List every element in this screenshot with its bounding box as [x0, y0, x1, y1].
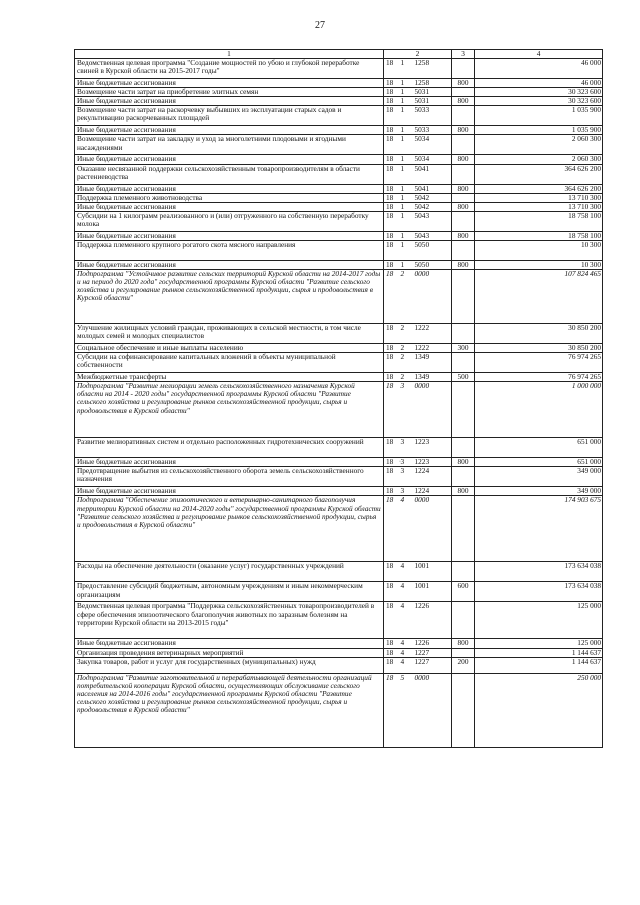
row-amount: 10 300 [475, 260, 603, 269]
row-amount: 173 634 038 [475, 562, 603, 582]
row-code-subsection: 3 [400, 458, 414, 467]
row-amount: 364 626 200 [475, 164, 603, 184]
row-expense-type: 800 [452, 260, 475, 269]
row-amount: 250 000 [475, 673, 603, 747]
row-code-subsection: 3 [400, 382, 414, 438]
row-amount: 651 000 [475, 458, 603, 467]
row-code-section: 18 [384, 438, 400, 458]
table-row [75, 231, 603, 240]
row-expense-type: 600 [452, 582, 475, 602]
row-code-item: 5031 [414, 88, 452, 97]
row-code-section: 18 [384, 467, 400, 487]
row-amount: 1 000 000 [475, 382, 603, 438]
table-row [75, 260, 603, 269]
row-code-section: 18 [384, 193, 400, 202]
row-expense-type [452, 673, 475, 747]
row-name: Иные бюджетные ассигнования [75, 126, 384, 135]
row-name: Иные бюджетные ассигнования [75, 639, 384, 648]
row-amount: 2 060 300 [475, 135, 603, 155]
row-code-item: 1222 [414, 344, 452, 353]
row-code-section: 18 [384, 231, 400, 240]
row-name: Закупка товаров, работ и услуг для государственных (муниципальных) нужд [75, 657, 384, 673]
row-code-item: 0000 [414, 496, 452, 562]
row-code-subsection: 1 [400, 126, 414, 135]
row-amount: 30 850 200 [475, 344, 603, 353]
row-name: Иные бюджетные ассигнования [75, 97, 384, 106]
row-code-section: 18 [384, 79, 400, 88]
row-code-subsection: 4 [400, 496, 414, 562]
row-name: Социальное обеспечение и иные выплаты населению [75, 344, 384, 353]
row-expense-type: 300 [452, 344, 475, 353]
row-code-item: 1349 [414, 373, 452, 382]
header-col-3: 3 [452, 50, 475, 59]
row-code-subsection: 5 [400, 673, 414, 747]
table-row [75, 211, 603, 231]
row-amount: 46 000 [475, 79, 603, 88]
row-code-item: 1222 [414, 324, 452, 344]
row-code-section: 18 [384, 657, 400, 673]
row-name: Улучшение жилищных условий граждан, проживающих в сельской местности, в том числе молодых семей и молодых специалистов [75, 324, 384, 344]
row-code-item: 0000 [414, 382, 452, 438]
row-code-item: 0000 [414, 673, 452, 747]
row-code-subsection: 3 [400, 467, 414, 487]
row-name: Субсидии на софинансирование капитальных вложений в объекты муниципальной собственности [75, 353, 384, 373]
row-amount: 46 000 [475, 59, 603, 79]
row-code-section: 18 [384, 97, 400, 106]
row-amount: 349 000 [475, 487, 603, 496]
row-code-item: 1258 [414, 79, 452, 88]
row-code-section: 18 [384, 344, 400, 353]
row-name: Развитие мелиоративных систем и отдельно расположенных гидротехнических сооружений [75, 438, 384, 458]
row-name: Иные бюджетные ассигнования [75, 260, 384, 269]
page-number: 27 [315, 20, 325, 31]
row-expense-type [452, 59, 475, 79]
row-code-item: 1001 [414, 562, 452, 582]
row-name: Иные бюджетные ассигнования [75, 79, 384, 88]
row-code-subsection: 3 [400, 487, 414, 496]
table-row [75, 353, 603, 373]
row-code-item: 5033 [414, 106, 452, 126]
row-expense-type: 800 [452, 79, 475, 88]
row-code-item: 1224 [414, 467, 452, 487]
row-amount: 30 850 200 [475, 324, 603, 344]
row-code-subsection: 1 [400, 231, 414, 240]
row-name: Ведомственная целевая программа "Создание мощностей по убою и глубокой переработке свиней в Курской области на 2015-2017 годы" [75, 59, 384, 79]
row-code-section: 18 [384, 260, 400, 269]
row-code-section: 18 [384, 88, 400, 97]
row-name: Организация проведения ветеринарных мероприятий [75, 648, 384, 657]
row-code-subsection: 1 [400, 97, 414, 106]
row-name: Иные бюджетные ассигнования [75, 487, 384, 496]
row-code-item: 1258 [414, 59, 452, 79]
row-name: Возмещение части затрат на закладку и уход за многолетними плодовыми и ягодными насаждениями [75, 135, 384, 155]
row-code-item: 1001 [414, 582, 452, 602]
row-code-subsection: 4 [400, 562, 414, 582]
row-code-section: 18 [384, 240, 400, 260]
row-name: Межбюджетные трансферты [75, 373, 384, 382]
table-row [75, 202, 603, 211]
table-row [75, 88, 603, 97]
row-code-section: 18 [384, 602, 400, 639]
row-code-subsection: 1 [400, 240, 414, 260]
table-row [75, 79, 603, 88]
row-code-section: 18 [384, 184, 400, 193]
row-name: Предоставление субсидий бюджетным, автономным учреждениям и иным некоммерческим организациям [75, 582, 384, 602]
row-code-subsection: 1 [400, 211, 414, 231]
row-amount: 364 626 200 [475, 184, 603, 193]
row-code-section: 18 [384, 270, 400, 324]
row-name: Иные бюджетные ассигнования [75, 184, 384, 193]
row-name: Подпрограмма "Развитие мелиорации земель сельскохозяйственного назначения Курской области на 2014 - 2020 годы" государственной программы Курской области "Развитие сельского хозяйства и регулирование рынков сельскохозяйственной продукции, сырья и продовольствия в Курской области" [75, 382, 384, 438]
table-row [75, 324, 603, 344]
row-expense-type: 800 [452, 97, 475, 106]
header-col-1: 1 [75, 50, 384, 59]
row-code-section: 18 [384, 496, 400, 562]
row-name: Поддержка племенного крупного рогатого скота мясного направления [75, 240, 384, 260]
row-name: Поддержка племенного животноводства [75, 193, 384, 202]
row-name: Расходы на обеспечение деятельности (оказание услуг) государственных учреждений [75, 562, 384, 582]
row-code-item: 5041 [414, 164, 452, 184]
row-code-subsection: 1 [400, 193, 414, 202]
row-amount: 173 634 038 [475, 582, 603, 602]
row-expense-type: 800 [452, 458, 475, 467]
row-amount: 125 000 [475, 639, 603, 648]
row-code-subsection: 2 [400, 344, 414, 353]
row-name: Субсидии на 1 килограмм реализованного и (или) отгруженного на собственную переработку молока [75, 211, 384, 231]
table-row [75, 155, 603, 164]
row-code-item: 1224 [414, 487, 452, 496]
table-row [75, 126, 603, 135]
row-code-subsection: 1 [400, 106, 414, 126]
table-row [75, 184, 603, 193]
row-expense-type [452, 135, 475, 155]
row-expense-type: 800 [452, 231, 475, 240]
row-code-section: 18 [384, 373, 400, 382]
row-name: Подпрограмма "Устойчивое развитие сельских территорий Курской области на 2014-2017 годы и на период до 2020 года" государственной программы Курской области "Развитие сельского хозяйства и регулирование рынков сельскохозяйственной продукции, сырья и продовольствия в Курской области" [75, 270, 384, 324]
row-name: Возмещение части затрат на раскорчевку выбывших из эксплуатации старых садов и рекультивацию раскорчеванных площадей [75, 106, 384, 126]
row-code-subsection: 1 [400, 135, 414, 155]
row-name: Подпрограмма "Развитие заготовительной и перерабатывающей деятельности организаций потребительской кооперации Курской области, осуществляющих обслуживание сельского населения на 2014-2016 годы" государственной программы Курской области "Развитие сельского хозяйства и регулирование рынков сельскохозяйственной продукции, сырья и продовольствия в Курской области" [75, 673, 384, 747]
row-code-subsection: 1 [400, 260, 414, 269]
row-name: Оказание несвязанной поддержки сельскохозяйственным товаропроизводителям в области растениеводства [75, 164, 384, 184]
row-code-subsection: 2 [400, 353, 414, 373]
row-name: Подпрограмма "Обеспечение эпизоотического и ветеринарно-санитарного благополучия территории Курской области на 2014-2020 годы" государственной программы Курской области "Развитие сельского хозяйства и регулирование рынков сельскохозяйственной продукции, сырья и продовольствия в Курской области" [75, 496, 384, 562]
row-expense-type: 800 [452, 126, 475, 135]
row-code-item: 1223 [414, 438, 452, 458]
row-amount: 76 974 265 [475, 353, 603, 373]
row-code-subsection: 1 [400, 88, 414, 97]
table-row [75, 97, 603, 106]
row-code-item: 5043 [414, 231, 452, 240]
row-expense-type [452, 602, 475, 639]
row-name: Иные бюджетные ассигнования [75, 155, 384, 164]
row-amount: 125 000 [475, 602, 603, 639]
row-amount: 18 758 100 [475, 231, 603, 240]
row-code-item: 5050 [414, 240, 452, 260]
table-row [75, 193, 603, 202]
row-code-section: 18 [384, 211, 400, 231]
row-code-section: 18 [384, 582, 400, 602]
row-code-subsection: 1 [400, 155, 414, 164]
row-code-subsection: 1 [400, 202, 414, 211]
row-code-subsection: 1 [400, 164, 414, 184]
row-expense-type [452, 648, 475, 657]
row-expense-type: 200 [452, 657, 475, 673]
row-amount: 107 824 465 [475, 270, 603, 324]
table-row [75, 582, 603, 602]
row-expense-type [452, 438, 475, 458]
row-code-item: 1226 [414, 602, 452, 639]
row-code-section: 18 [384, 59, 400, 79]
row-name: Возмещение части затрат на приобретение элитных семян [75, 88, 384, 97]
row-code-subsection: 4 [400, 648, 414, 657]
row-code-subsection: 1 [400, 59, 414, 79]
table-row [75, 382, 603, 438]
table-row [75, 164, 603, 184]
row-code-section: 18 [384, 353, 400, 373]
row-code-subsection: 4 [400, 602, 414, 639]
row-code-item: 1227 [414, 657, 452, 673]
row-code-section: 18 [384, 135, 400, 155]
budget-table-body [75, 50, 603, 748]
table-row [75, 496, 603, 562]
table-row [75, 135, 603, 155]
row-expense-type [452, 496, 475, 562]
row-code-item: 1226 [414, 639, 452, 648]
row-code-item: 5041 [414, 184, 452, 193]
row-expense-type [452, 270, 475, 324]
table-row [75, 602, 603, 639]
row-code-subsection: 4 [400, 657, 414, 673]
table-row [75, 673, 603, 747]
row-code-section: 18 [384, 673, 400, 747]
row-code-item: 5033 [414, 126, 452, 135]
row-amount: 1 035 900 [475, 106, 603, 126]
table-row [75, 639, 603, 648]
row-code-item: 5043 [414, 211, 452, 231]
row-code-item: 0000 [414, 270, 452, 324]
row-code-section: 18 [384, 639, 400, 648]
row-name: Иные бюджетные ассигнования [75, 202, 384, 211]
table-header-row [75, 50, 603, 59]
row-amount: 30 323 600 [475, 97, 603, 106]
row-code-item: 5034 [414, 135, 452, 155]
row-expense-type [452, 88, 475, 97]
table-row [75, 344, 603, 353]
table-row [75, 487, 603, 496]
row-expense-type [452, 164, 475, 184]
row-amount: 651 000 [475, 438, 603, 458]
row-expense-type: 800 [452, 487, 475, 496]
row-code-section: 18 [384, 106, 400, 126]
table-row [75, 562, 603, 582]
row-code-section: 18 [384, 324, 400, 344]
row-code-section: 18 [384, 202, 400, 211]
row-expense-type [452, 193, 475, 202]
row-expense-type [452, 562, 475, 582]
row-expense-type [452, 106, 475, 126]
row-code-section: 18 [384, 126, 400, 135]
row-code-section: 18 [384, 458, 400, 467]
row-code-section: 18 [384, 155, 400, 164]
row-code-subsection: 2 [400, 270, 414, 324]
row-code-subsection: 3 [400, 438, 414, 458]
table-row [75, 59, 603, 79]
row-expense-type: 500 [452, 373, 475, 382]
row-name: Предотвращение выбытия из сельскохозяйственного оборота земель сельскохозяйственного назначения [75, 467, 384, 487]
row-expense-type [452, 382, 475, 438]
row-code-item: 1349 [414, 353, 452, 373]
row-expense-type: 800 [452, 155, 475, 164]
row-amount: 1 144 637 [475, 657, 603, 673]
row-code-subsection: 4 [400, 639, 414, 648]
table-row [75, 106, 603, 126]
row-expense-type: 800 [452, 639, 475, 648]
row-name: Иные бюджетные ассигнования [75, 458, 384, 467]
row-code-item: 5042 [414, 193, 452, 202]
row-code-item: 5034 [414, 155, 452, 164]
row-amount: 174 903 675 [475, 496, 603, 562]
budget-table [74, 49, 603, 748]
table-row [75, 467, 603, 487]
row-code-section: 18 [384, 487, 400, 496]
row-code-section: 18 [384, 562, 400, 582]
row-code-subsection: 2 [400, 373, 414, 382]
row-amount: 76 974 265 [475, 373, 603, 382]
row-amount: 349 000 [475, 467, 603, 487]
row-code-subsection: 2 [400, 324, 414, 344]
row-amount: 10 300 [475, 240, 603, 260]
table-row [75, 240, 603, 260]
header-col-4: 4 [475, 50, 603, 59]
row-expense-type: 800 [452, 202, 475, 211]
row-code-section: 18 [384, 382, 400, 438]
row-code-subsection: 1 [400, 184, 414, 193]
row-expense-type: 800 [452, 184, 475, 193]
row-code-item: 5042 [414, 202, 452, 211]
row-expense-type [452, 324, 475, 344]
table-row [75, 270, 603, 324]
row-amount: 1 144 637 [475, 648, 603, 657]
row-code-subsection: 1 [400, 79, 414, 88]
table-row [75, 657, 603, 673]
table-row [75, 373, 603, 382]
row-amount: 13 710 300 [475, 193, 603, 202]
row-expense-type [452, 467, 475, 487]
row-code-item: 5050 [414, 260, 452, 269]
row-code-subsection: 4 [400, 582, 414, 602]
row-name: Ведомственная целевая программа "Поддержка сельскохозяйственных товаропроизводителей в сфере обеспечения эпизоотического благополучия животных по заразным болезням на территории Курской области на 2013-2015 годы" [75, 602, 384, 639]
row-expense-type [452, 211, 475, 231]
row-amount: 2 060 300 [475, 155, 603, 164]
row-amount: 30 323 600 [475, 88, 603, 97]
row-code-item: 1227 [414, 648, 452, 657]
row-code-section: 18 [384, 164, 400, 184]
table-row [75, 438, 603, 458]
row-code-section: 18 [384, 648, 400, 657]
table-row [75, 648, 603, 657]
row-expense-type [452, 353, 475, 373]
row-amount: 1 035 900 [475, 126, 603, 135]
row-amount: 18 758 100 [475, 211, 603, 231]
header-col-2: 2 [384, 50, 452, 59]
row-code-item: 1223 [414, 458, 452, 467]
row-amount: 13 710 300 [475, 202, 603, 211]
row-name: Иные бюджетные ассигнования [75, 231, 384, 240]
table-row [75, 458, 603, 467]
scan-artifact-mark: · [399, 459, 401, 465]
row-expense-type [452, 240, 475, 260]
row-code-item: 5031 [414, 97, 452, 106]
